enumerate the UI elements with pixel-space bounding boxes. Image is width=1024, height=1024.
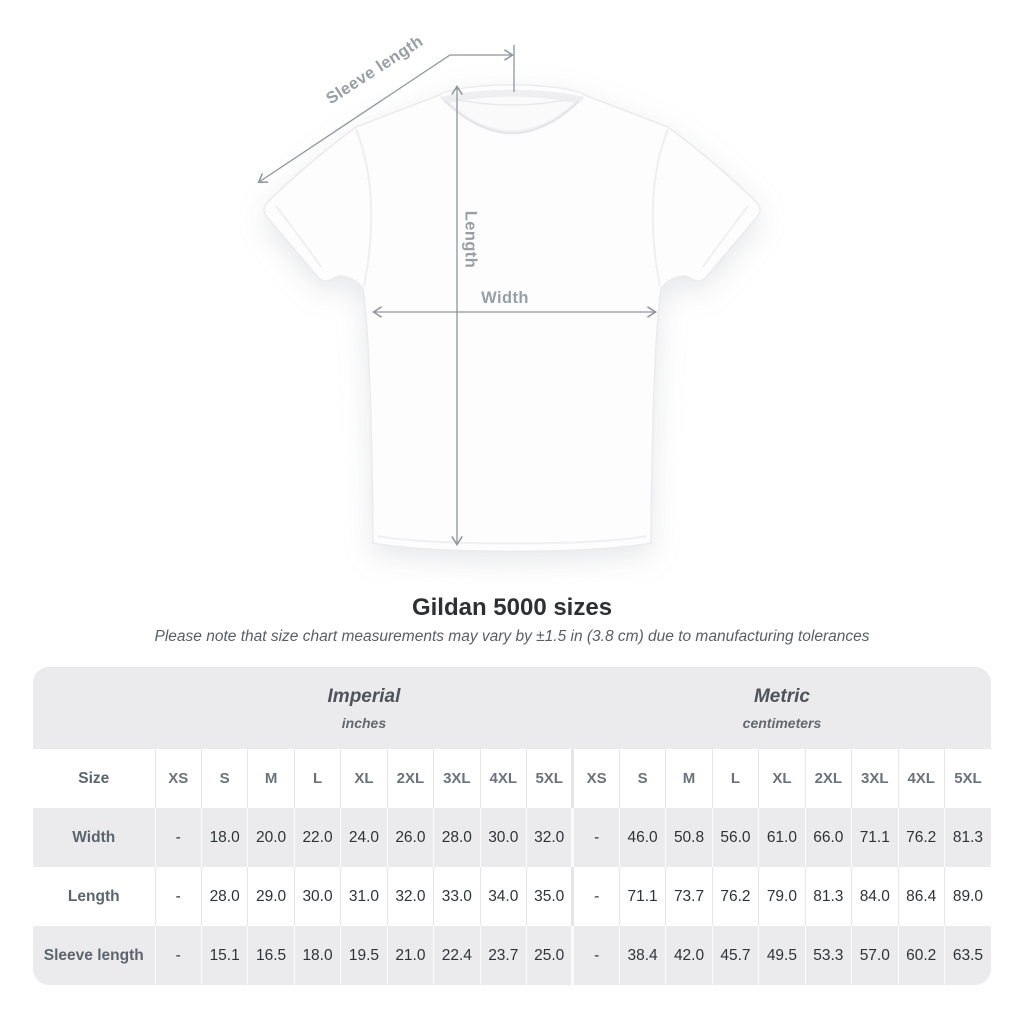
- row-label: Sleeve length: [43, 946, 144, 964]
- size-header-imperial-5xl: 5XL: [527, 749, 573, 808]
- value-cell: 20.0: [248, 808, 294, 867]
- value-cell: 53.3: [805, 926, 851, 985]
- size-column-header: Size: [33, 749, 155, 808]
- size-header-metric-5xl: 5XL: [944, 749, 991, 808]
- value-cell: 18.0: [294, 926, 340, 985]
- size-chart-table: [33, 667, 991, 985]
- value-cell: 32.0: [527, 808, 573, 867]
- value-cell: 32.0: [387, 867, 433, 926]
- length-label: Length: [461, 210, 480, 269]
- value-cell: 71.1: [619, 867, 665, 926]
- value-cell: 71.1: [852, 808, 898, 867]
- value-cell: 18.0: [201, 808, 247, 867]
- size-header-metric-l: L: [712, 749, 758, 808]
- value-cell: 63.5: [944, 926, 991, 985]
- value-cell: 86.4: [898, 867, 944, 926]
- value-cell: -: [573, 867, 619, 926]
- sizes-header-row: [33, 749, 991, 808]
- table-row-sleeve-length: [33, 926, 991, 985]
- value-cell: 35.0: [527, 867, 573, 926]
- size-header-imperial-m: M: [248, 749, 294, 808]
- value-cell: 46.0: [619, 808, 665, 867]
- value-cell: 25.0: [527, 926, 573, 985]
- value-cell: 21.0: [387, 926, 433, 985]
- row-label: Length: [67, 887, 120, 905]
- value-cell: 29.0: [248, 867, 294, 926]
- size-header-metric-3xl: 3XL: [852, 749, 898, 808]
- row-label: Width: [72, 828, 116, 846]
- size-header-imperial-s: S: [201, 749, 247, 808]
- size-header-metric-4xl: 4XL: [898, 749, 944, 808]
- value-cell: 15.1: [201, 926, 247, 985]
- tolerance-note: Please note that size chart measurements may vary by ±1.5 in (3.8 cm) due to manufacturing tolerances: [154, 628, 870, 645]
- imperial-unit-label: inches: [341, 714, 387, 731]
- value-cell: 84.0: [852, 867, 898, 926]
- size-header-imperial-l: L: [294, 749, 340, 808]
- value-cell: 33.0: [434, 867, 480, 926]
- value-cell: 16.5: [248, 926, 294, 985]
- size-header-metric-2xl: 2XL: [805, 749, 851, 808]
- value-cell: 30.0: [480, 808, 526, 867]
- value-cell: 49.5: [759, 926, 805, 985]
- size-header-metric-m: M: [666, 749, 712, 808]
- value-cell: 28.0: [201, 867, 247, 926]
- value-cell: 22.4: [434, 926, 480, 985]
- page-title: Gildan 5000 sizes: [411, 594, 613, 621]
- size-header-imperial-2xl: 2XL: [387, 749, 433, 808]
- value-cell: 73.7: [666, 867, 712, 926]
- table-row-width: [33, 808, 991, 867]
- value-cell: 45.7: [712, 926, 758, 985]
- imperial-label: Imperial: [327, 685, 401, 707]
- units-header-row: [33, 667, 991, 749]
- size-header-metric-xl: XL: [759, 749, 805, 808]
- tshirt-body: [264, 85, 760, 552]
- size-header-imperial-3xl: 3XL: [434, 749, 480, 808]
- value-cell: 19.5: [341, 926, 387, 985]
- value-cell: -: [155, 926, 201, 985]
- value-cell: 61.0: [759, 808, 805, 867]
- size-header-imperial-xl: XL: [341, 749, 387, 808]
- value-cell: -: [155, 867, 201, 926]
- value-cell: 24.0: [341, 808, 387, 867]
- value-cell: 38.4: [619, 926, 665, 985]
- value-cell: 42.0: [666, 926, 712, 985]
- value-cell: 22.0: [294, 808, 340, 867]
- value-cell: 23.7: [480, 926, 526, 985]
- value-cell: 56.0: [712, 808, 758, 867]
- value-cell: 76.2: [898, 808, 944, 867]
- value-cell: 57.0: [852, 926, 898, 985]
- size-header-imperial-4xl: 4XL: [480, 749, 526, 808]
- value-cell: 81.3: [944, 808, 991, 867]
- value-cell: 81.3: [805, 867, 851, 926]
- value-cell: 26.0: [387, 808, 433, 867]
- metric-section-header: [573, 667, 991, 749]
- value-cell: 28.0: [434, 808, 480, 867]
- value-cell: 31.0: [341, 867, 387, 926]
- units-corner-cell: [33, 667, 155, 749]
- size-header-metric-xs: XS: [573, 749, 619, 808]
- value-cell: -: [155, 808, 201, 867]
- value-cell: 89.0: [944, 867, 991, 926]
- table-row-length: [33, 867, 991, 926]
- value-cell: 50.8: [666, 808, 712, 867]
- value-cell: 66.0: [805, 808, 851, 867]
- imperial-section-header: [155, 667, 573, 749]
- value-cell: 30.0: [294, 867, 340, 926]
- metric-label: Metric: [753, 685, 810, 707]
- value-cell: 79.0: [759, 867, 805, 926]
- value-cell: 76.2: [712, 867, 758, 926]
- metric-unit-label: centimeters: [742, 714, 822, 731]
- sleeve-length-label: Sleeve length: [323, 32, 427, 109]
- value-cell: -: [573, 808, 619, 867]
- size-header-imperial-xs: XS: [155, 749, 201, 808]
- value-cell: -: [573, 926, 619, 985]
- size-header-metric-s: S: [619, 749, 665, 808]
- value-cell: 60.2: [898, 926, 944, 985]
- width-label: Width: [481, 289, 529, 307]
- value-cell: 34.0: [480, 867, 526, 926]
